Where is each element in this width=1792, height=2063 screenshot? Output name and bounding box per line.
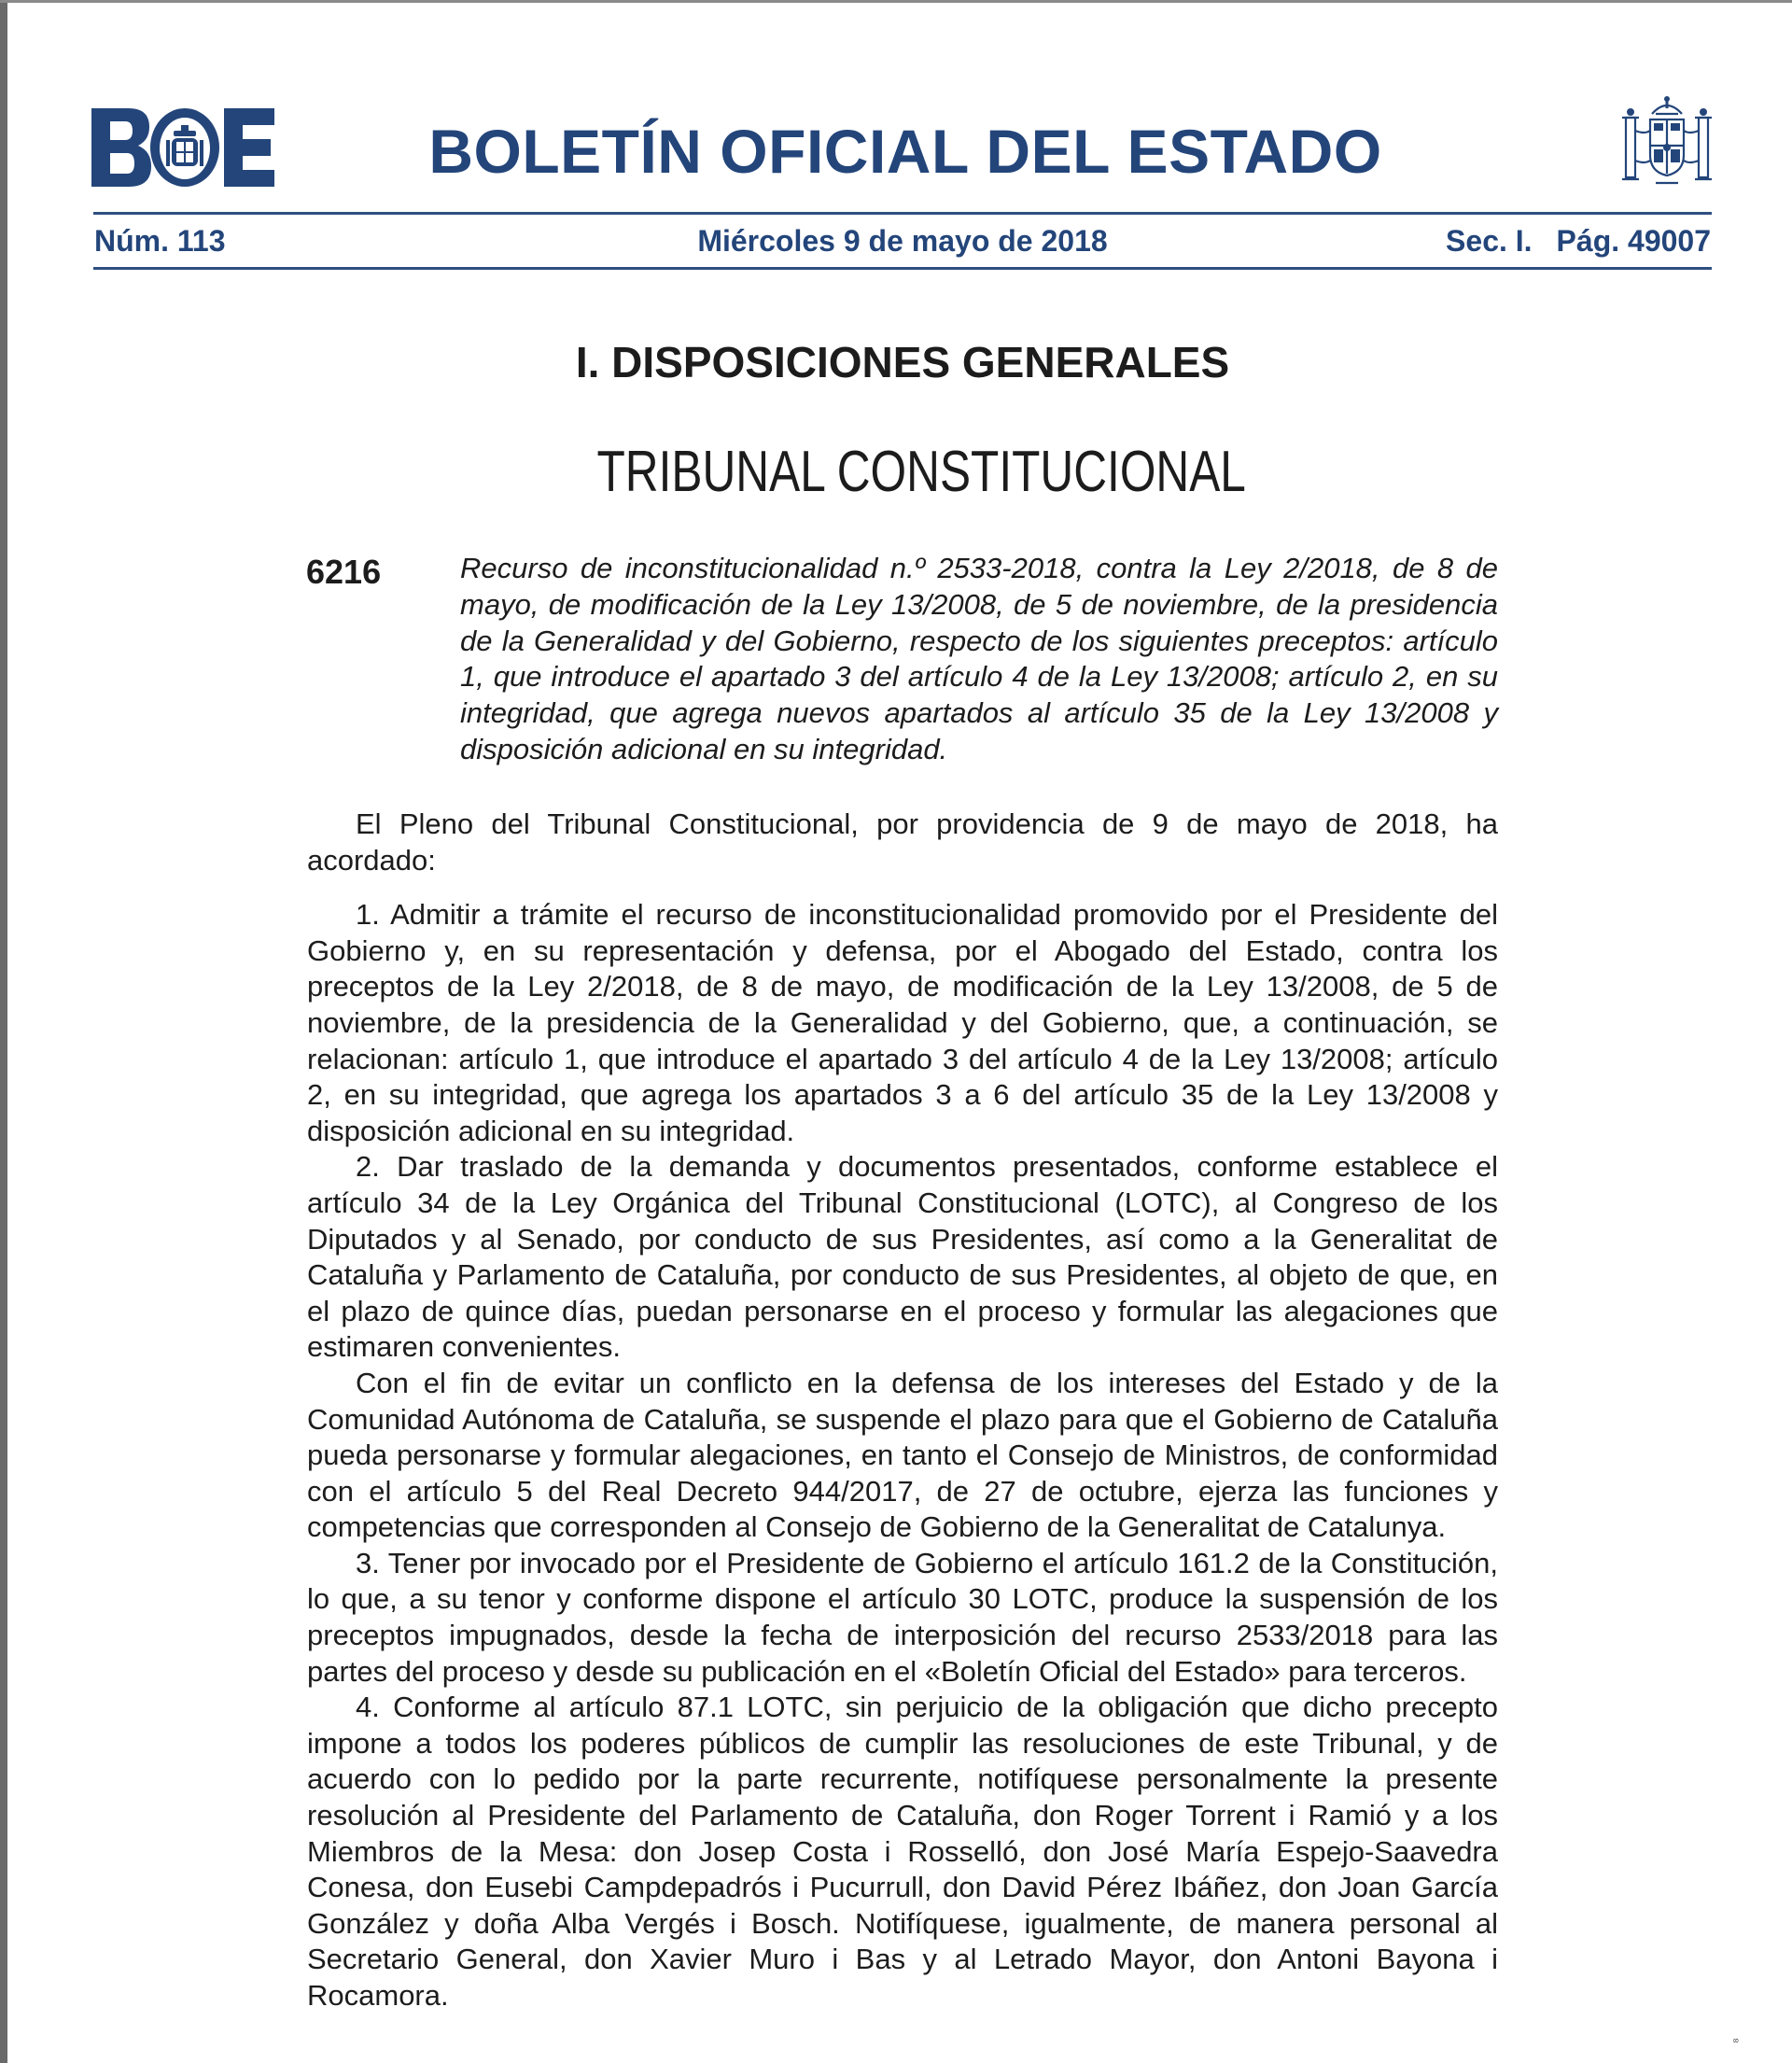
spain-coat-of-arms-icon <box>1620 93 1714 194</box>
body-paragraph: Con el fin de evitar un conflicto en la defensa de los intereses del Estado y de la Comunidad Autónoma de Cataluña, se suspende el plazo para que el Gobierno de Cataluña pueda personarse y formular alegaciones, en tanto el Consejo de Ministros, de conformidad con el artículo 5 del Real Decreto 944/2017, de 27 de octubre, ejerza las funciones y competencias que corresponden al Consejo de Gobierno de la Generalitat de Catalunya. <box>307 1366 1498 1544</box>
body-paragraph: El Pleno del Tribunal Constitucional, por providencia de 9 de mayo de 2018, ha acordado: <box>307 807 1498 877</box>
window-top-border <box>0 0 1792 3</box>
header-rule-top <box>93 212 1712 215</box>
window-left-border <box>0 0 7 2063</box>
issue-number: Núm. 113 <box>94 224 226 258</box>
boe-logo <box>91 108 274 187</box>
document-number: 6216 <box>306 553 382 591</box>
body-paragraph: 4. Conforme al artículo 87.1 LOTC, sin perjuicio de la obligación que dicho precepto impone a todos los poderes públicos de cumplir las resoluciones de este Tribunal, y de acuerdo con lo pedido por la parte recurrente, notifíquese personalmente la presente resolución al Presidente del Parlamento de Cataluña, don Roger Torrent i Ramió y a los Miembros de la Mesa: don Josep Costa i Rosselló, don José María Espejo-Saavedra Conesa, don Eusebi Campdepadrós i Pucurrull, don David Pérez Ibáñez, don Joan García González y doña Alba Vergés i Bosch. Notifíquese, igualmente, de manera personal al Secretario General, don Xavier Muro i Bas y al Letrado Mayor, don Antoni Bayona i Rocamora. <box>307 1691 1498 2012</box>
document-body <box>307 807 1498 2014</box>
organ-title: TRIBUNAL CONSTITUCIONAL <box>596 440 1246 504</box>
section-page-info <box>1446 224 1711 259</box>
masthead-title: BOLETÍN OFICIAL DEL ESTADO <box>428 117 1382 186</box>
section-label: Sec. I. <box>1446 224 1533 258</box>
section-title: I. DISPOSICIONES GENERALES <box>575 338 1230 386</box>
body-paragraph: 2. Dar traslado de la demanda y documentos presentados, conforme establece el artículo 34 de la Ley Orgánica del Tribunal Constitucional (LOTC), al Congreso de los Diputados y al Senado, por conducto de sus Presidentes, así como a la Generalitat de Cataluña y Parlamento de Cataluña, por conducto de sus Presidentes, al objeto de que, en el plazo de quince días, puedan personarse en el proceso y formular las alegaciones que estimaren convenientes. <box>307 1150 1498 1364</box>
document-summary: Recurso de inconstitucionalidad n.º 2533-2018, contra la Ley 2/2018, de 8 de mayo, de modificación de la Ley 13/2008, de 5 de noviembre, de la presidencia de la Generalidad y del Gobierno, respecto de los siguientes preceptos: artículo 1, que introduce el apartado 3 del artículo 4 de la Ley 13/2008; artículo 2, en su integridad, que agrega nuevos apartados al artículo 35 de la Ley 13/2008 y disposición adicional en su integridad. <box>460 552 1498 765</box>
page-label: Pág. 49007 <box>1556 224 1711 258</box>
margin-mark: ⁸ <box>1729 2038 1744 2043</box>
header-rule-bottom <box>93 267 1712 270</box>
body-paragraph: 3. Tener por invocado por el Presidente de Gobierno el artículo 161.2 de la Constitución, lo que, a su tenor y conforme dispone el artículo 30 LOTC, produce la suspensión de los preceptos impugnados, desde la fecha de interposición del recurso 2533/2018 para las partes del proceso y desde su publicación en el «Boletín Oficial del Estado» para terceros. <box>307 1546 1498 1688</box>
publication-date: Miércoles 9 de mayo de 2018 <box>697 224 1108 258</box>
body-paragraph: 1. Admitir a trámite el recurso de inconstitucionalidad promovido por el Presidente del Gobierno y, en su representación y defensa, por el Abogado del Estado, contra los preceptos de la Ley 2/2018, de 8 de mayo, de modificación de la Ley 13/2008, de 5 de noviembre, de la presidencia de la Generalidad y del Gobierno, que, a continuación, se relacionan: artículo 1, que introduce el apartado 3 del artículo 4 de la Ley 13/2008; artículo 2, en su integridad, que agrega los apartados 3 a 6 del artículo 35 de la Ley 13/2008 y disposición adicional en su integridad. <box>307 898 1498 1147</box>
